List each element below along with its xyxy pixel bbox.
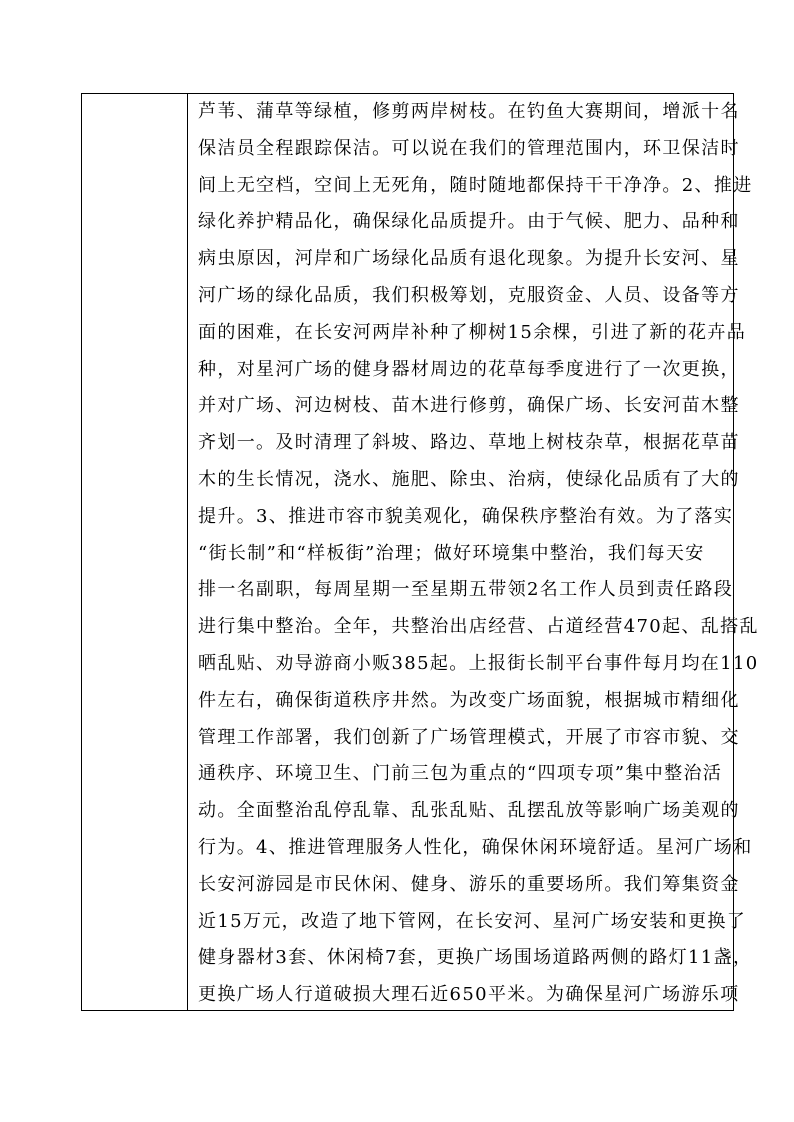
text-line: 排一名副职，每周星期一至星期五带领2名工作人员到责任路段: [198, 579, 734, 601]
text-line: 健身器材3套、休闲椅7套，更换广场围场道路两侧的路灯11盏，: [198, 947, 753, 969]
text-line: 种，对星河广场的健身器材周边的花草每季度进行了一次更换，: [198, 358, 740, 380]
text-line: 管理工作部署，我们创新了广场管理模式，开展了市容市貌、交: [198, 726, 740, 748]
table-content-cell: [188, 94, 759, 1010]
text-line: 面的困难，在长安河两岸补种了柳树15余棵，引进了新的花卉品: [198, 321, 747, 343]
text-line: 病虫原因，河岸和广场绿化品质有退化现象。为提升长安河、星: [198, 248, 740, 270]
text-line: 绿化养护精品化，确保绿化品质提升。由于气候、肥力、品种和: [198, 211, 740, 233]
text-line: 行为。4、推进管理服务人性化，确保休闲环境舒适。星河广场和: [198, 836, 753, 858]
text-line: 长安河游园是市民休闲、健身、游乐的重要场所。我们筹集资金: [198, 873, 740, 895]
text-line: 间上无空档，空间上无死角，随时随地都保持干干净净。2、推进: [198, 174, 753, 196]
text-line: 提升。3、推进市容市貌美观化，确保秩序整治有效。为了落实: [198, 505, 734, 527]
text-line: 件左右，确保街道秩序井然。为改变广场面貌，根据城市精细化: [198, 689, 740, 711]
text-line: 并对广场、河边树枝、苗木进行修剪，确保广场、长安河苗木整: [198, 395, 740, 417]
text-line: 齐划一。及时清理了斜坡、路边、草地上树枝杂草，根据花草苗: [198, 432, 740, 454]
text-line: 近15万元，改造了地下管网，在长安河、星河广场安装和更换了: [198, 910, 747, 932]
body-paragraph: [198, 94, 759, 1014]
text-line: 河广场的绿化品质，我们积极筹划，克服资金、人员、设备等方: [198, 284, 740, 306]
text-line: 通秩序、环境卫生、门前三包为重点的“四项专项”集中整治活: [198, 763, 723, 785]
document-table: [81, 93, 759, 1011]
text-line: 更换广场人行道破损大理石近650平米。为确保星河广场游乐项: [198, 984, 740, 1006]
text-line: 芦苇、蒲草等绿植，修剪两岸树枝。在钓鱼大赛期间，增派十名: [198, 101, 740, 122]
text-line: “街长制”和“样板街”治理；做好环境集中整治，我们每天安: [198, 542, 705, 564]
text-line: 木的生长情况，浇水、施肥、除虫、治病，使绿化品质有了大的: [198, 468, 740, 490]
text-line: 动。全面整治乱停乱靠、乱张乱贴、乱摆乱放等影响广场美观的: [198, 800, 740, 822]
text-line: 保洁员全程跟踪保洁。可以说在我们的管理范围内，环卫保洁时: [198, 137, 740, 159]
text-line: 进行集中整治。全年，共整治出店经营、占道经营470起、乱搭乱: [198, 616, 759, 638]
table-label-cell: [82, 94, 188, 1010]
text-line: 晒乱贴、劝导游商小贩385起。上报街长制平台事件每月均在110: [198, 652, 759, 674]
